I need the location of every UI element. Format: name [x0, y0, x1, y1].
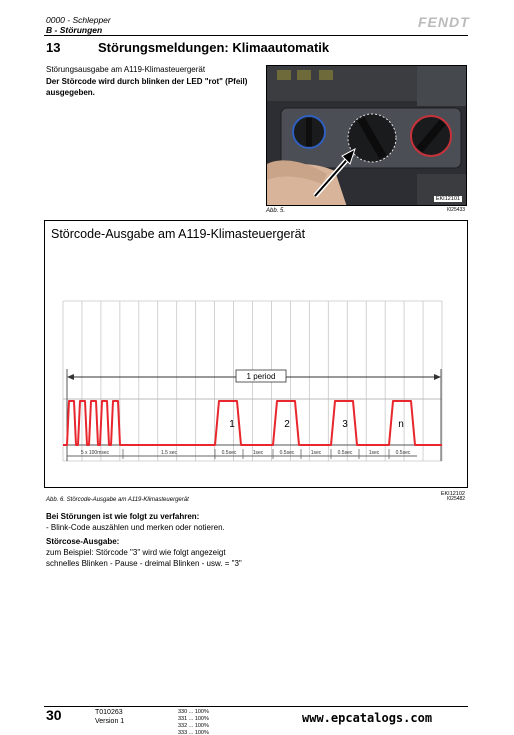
figure-5-code: I025433	[447, 207, 466, 213]
chapter-title: Störungsmeldungen: Klimaautomatik	[98, 40, 330, 55]
pulse-label-2: 2	[284, 419, 290, 430]
pulse-label-3: 3	[342, 419, 348, 430]
timing-label-gap-2: 1sec	[310, 450, 322, 456]
brand-logo: FENDT	[418, 14, 470, 30]
period-label: 1 period	[246, 372, 276, 381]
procedure-step: - Blink-Code auszählen und merken oder notieren.	[46, 523, 225, 532]
timing-label-pause: 1.5 sec	[160, 450, 178, 456]
document-version: Version 1	[95, 718, 125, 725]
timing-label-fast-blink: 5 x 100msec	[80, 450, 110, 456]
footer-divider	[44, 706, 468, 707]
climate-panel-illustration	[267, 66, 467, 206]
header-series: 0000 - Schlepper	[46, 15, 111, 25]
timing-label-pulse-n: 0.5sec	[395, 450, 411, 456]
intro-line-1: Störungsausgabe am A119-Klimasteuergerät	[46, 65, 206, 74]
blink-code-timing-chart	[45, 221, 467, 487]
header-section: B - Störungen	[46, 25, 103, 35]
procedure-heading: Bei Störungen ist wie folgt zu verfahren:	[46, 512, 200, 521]
model-list	[178, 709, 209, 735]
page-number: 30	[46, 707, 62, 723]
header-divider	[44, 35, 468, 36]
chapter-number: 13	[46, 40, 61, 55]
model-line: 332 ... 100%	[178, 723, 209, 729]
figure-5-caption: Abb. 5.	[266, 208, 286, 214]
website-link[interactable]: www.epcatalogs.com	[302, 711, 433, 725]
timing-label-gap-1: 1sec	[252, 450, 264, 456]
figure-5-photo	[266, 65, 467, 206]
diagram-tag: EKI12102	[440, 491, 465, 497]
period-arrow-left-head	[67, 374, 74, 380]
figure-6-code: I025482	[447, 496, 466, 502]
model-line: 333 ... 100%	[178, 730, 209, 735]
figure-5-photo-tag: EKI12101	[435, 196, 460, 202]
intro-line-2: Der Störcode wird durch blinken der LED "rot" (Pfeil) ausgegeben.	[46, 77, 248, 97]
document-code: T010263	[95, 709, 123, 716]
timing-label-pulse-1: 0.5sec	[221, 450, 237, 456]
pulse-label-1: 1	[229, 419, 235, 430]
figure-6-caption: Abb. 6. Störcode-Ausgabe am A119-Klimasteuergerät	[46, 497, 189, 503]
pulse-label-n: n	[398, 419, 404, 430]
output-example-line-1: zum Beispiel: Störcode "3" wird wie folgt angezeigt	[46, 548, 226, 557]
period-arrow-right-head	[434, 374, 441, 380]
timing-label-pulse-3: 0.5sec	[337, 450, 353, 456]
model-line: 330 ... 100%	[178, 709, 209, 715]
output-example-line-2: schnelles Blinken - Pause - dreimal Blinken - usw. = "3"	[46, 559, 242, 568]
timing-label-gap-3: 1sec	[368, 450, 380, 456]
model-line: 331 ... 100%	[178, 716, 209, 722]
timing-label-pulse-2: 0.5sec	[279, 450, 295, 456]
diagram-title: Störcode-Ausgabe am A119-Klimasteuergerät	[51, 227, 306, 241]
blink-code-diagram	[44, 220, 468, 497]
output-heading: Störcose-Ausgabe:	[46, 537, 120, 546]
